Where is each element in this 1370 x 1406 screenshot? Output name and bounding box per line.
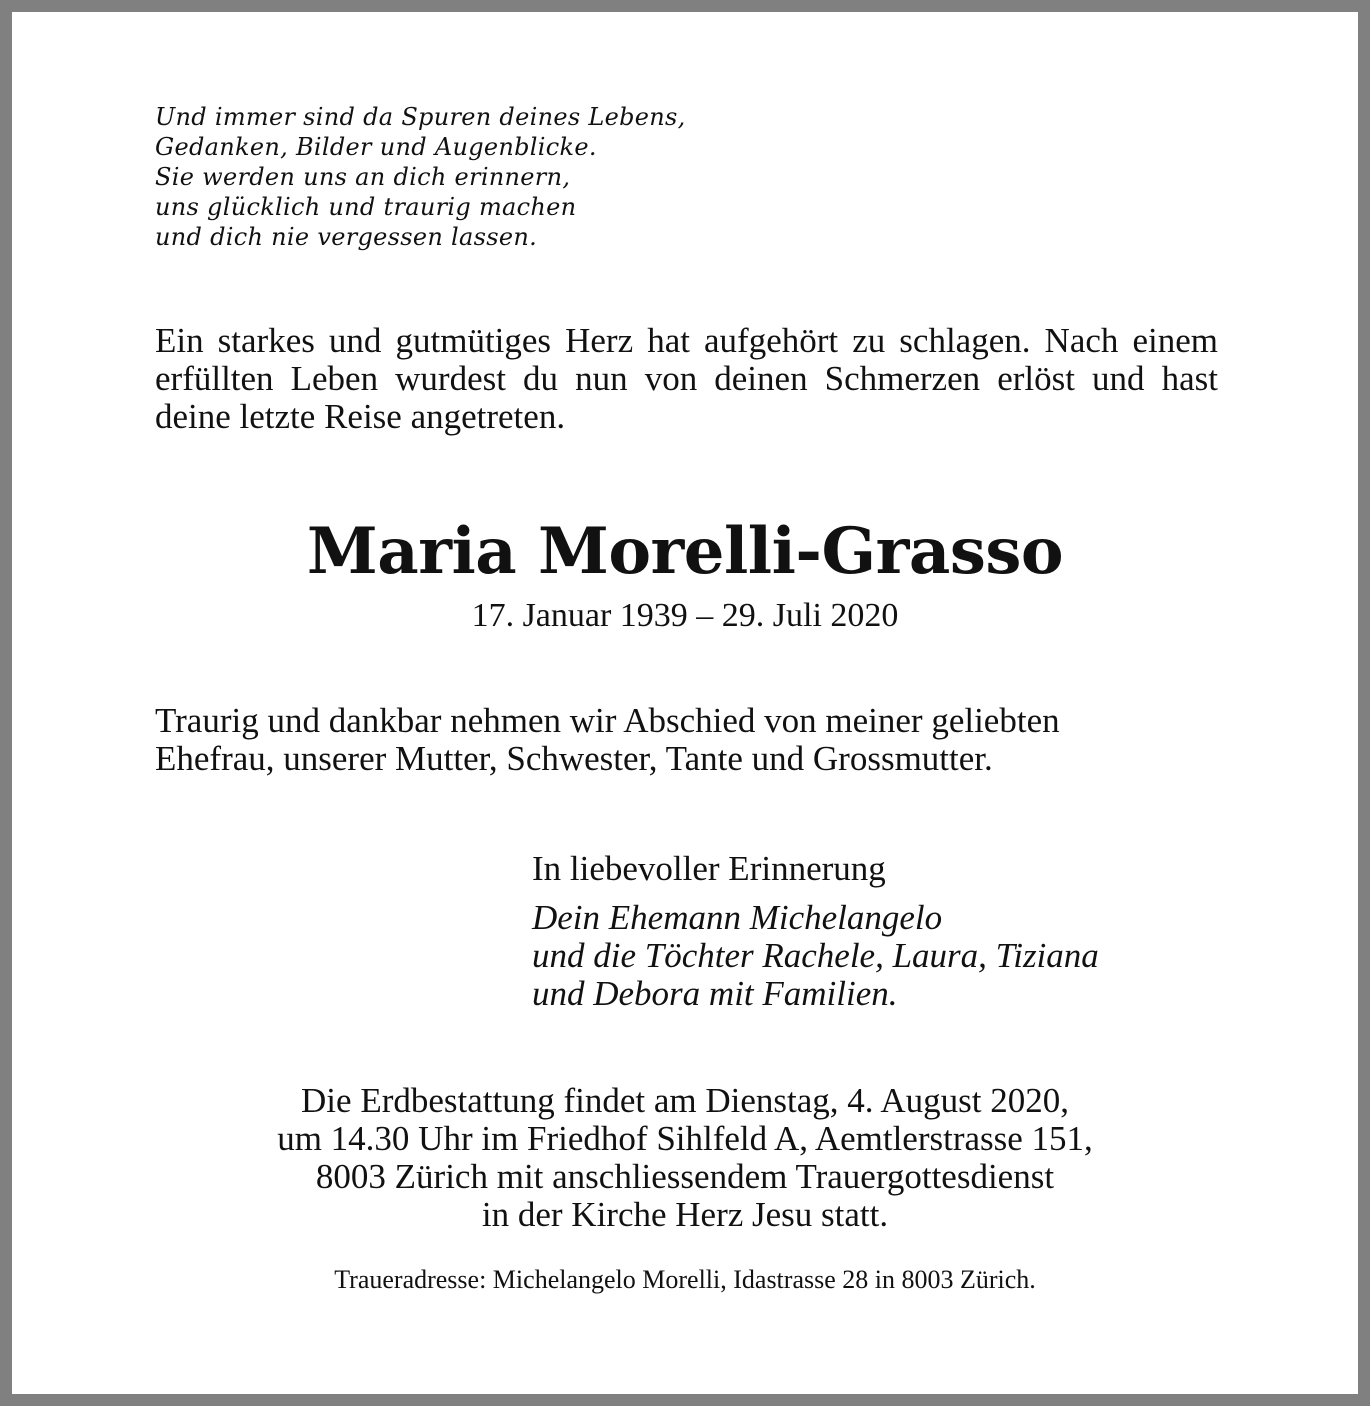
funeral-line: Die Erdbestattung findet am Dienstag, 4. August 2020,	[301, 1081, 1069, 1120]
deceased-name: Maria Morelli-Grasso	[306, 514, 1064, 589]
mourning-address: Traueradresse: Michelangelo Morelli, Idastrasse 28 in 8003 Zürich.	[334, 1265, 1036, 1294]
farewell-paragraph	[155, 702, 1218, 778]
farewell-line: Ehefrau, unserer Mutter, Schwester, Tante und Grossmutter.	[155, 739, 993, 778]
funeral-line: in der Kirche Herz Jesu statt.	[481, 1195, 889, 1234]
poem-line: Und immer sind da Spuren deines Lebens,	[155, 103, 686, 131]
funeral-line: 8003 Zürich mit anschliessendem Trauergottesdienst	[315, 1157, 1055, 1196]
farewell-line: Traurig und dankbar nehmen wir Abschied von meiner geliebten	[155, 701, 1060, 740]
memory-heading: In liebevoller Erinnerung	[532, 849, 886, 888]
intro-paragraph: Ein starkes und gutmütiges Herz hat aufgehört zu schlagen. Nach einem erfüllten Leben wurdest du nun von deinen Schmerzen erlöst und hast deine letzte Reise angetreten.	[155, 321, 1218, 436]
life-dates: 17. Januar 1939 – 29. Juli 2020	[471, 597, 899, 634]
poem-line: und dich nie vergessen lassen.	[155, 223, 538, 251]
signer-line: und die Töchter Rachele, Laura, Tiziana	[532, 936, 1099, 975]
funeral-notice	[12, 1082, 1358, 1234]
poem-line: Gedanken, Bilder und Augenblicke.	[155, 133, 597, 161]
signers-block	[532, 899, 1232, 1013]
signer-line: Dein Ehemann Michelangelo	[532, 898, 943, 937]
poem-line: uns glücklich und traurig machen	[155, 193, 577, 221]
obituary-page	[12, 12, 1358, 1394]
poem-line: Sie werden uns an dich erinnern,	[155, 163, 571, 191]
funeral-line: um 14.30 Uhr im Friedhof Sihlfeld A, Aemtlerstrasse 151,	[277, 1119, 1093, 1158]
signer-line: und Debora mit Familien.	[532, 974, 898, 1013]
poem	[155, 102, 855, 252]
